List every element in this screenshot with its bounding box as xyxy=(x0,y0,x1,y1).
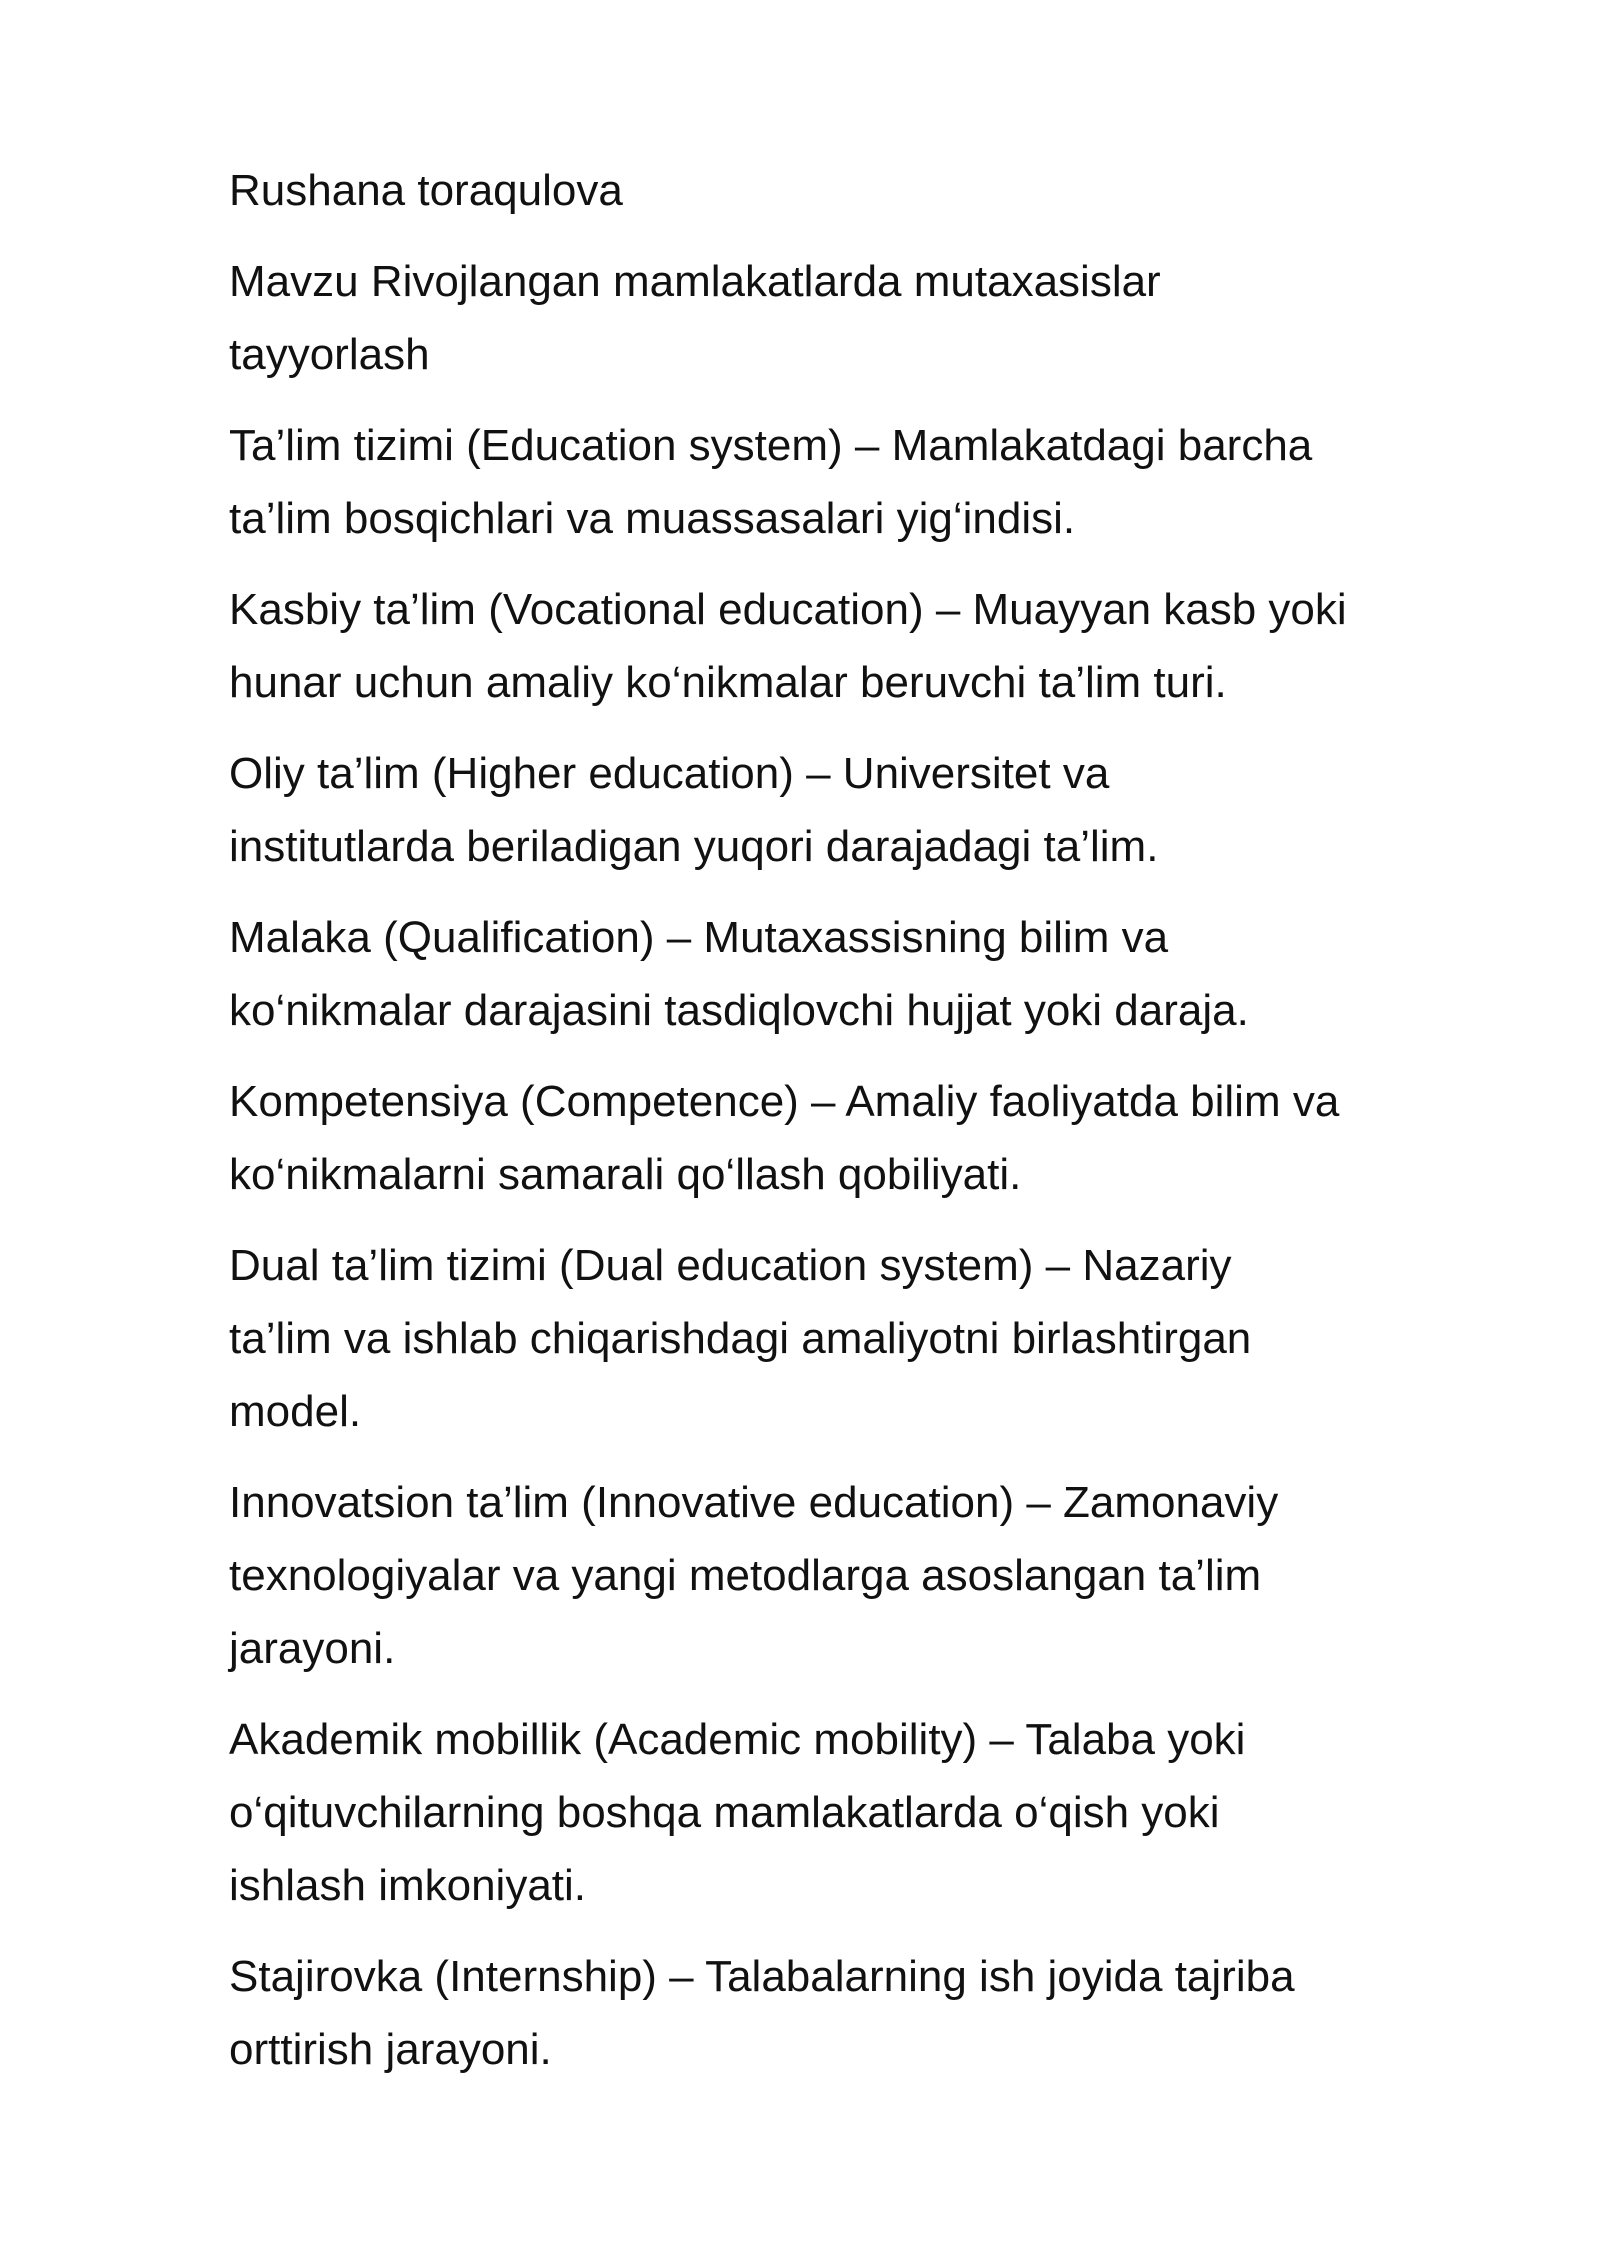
term-higher-education xyxy=(229,737,1529,883)
topic-heading xyxy=(229,245,1529,391)
term-vocational-education xyxy=(229,573,1529,719)
term-line: Ta’lim tizimi (Education system) – Mamlakatdagi barcha xyxy=(229,421,1313,470)
term-line: ko‘nikmalarni samarali qo‘llash qobiliyati. xyxy=(229,1150,1022,1199)
term-line: orttirish jarayoni. xyxy=(229,2025,552,2074)
term-line: jarayoni. xyxy=(229,1624,396,1673)
term-line: o‘qituvchilarning boshqa mamlakatlarda o‘qish yoki xyxy=(229,1788,1220,1837)
term-line: texnologiyalar va yangi metodlarga asoslangan ta’lim xyxy=(229,1551,1262,1600)
term-dual-education-system xyxy=(229,1229,1529,1448)
term-line: model. xyxy=(229,1387,362,1436)
term-line: Innovatsion ta’lim (Innovative education) – Zamonaviy xyxy=(229,1478,1279,1527)
term-line: ishlash imkoniyati. xyxy=(229,1861,587,1910)
term-qualification xyxy=(229,901,1529,1047)
term-line: ta’lim va ishlab chiqarishdagi amaliyotni birlashtirgan xyxy=(229,1314,1252,1363)
topic-line: tayyorlash xyxy=(229,330,430,379)
term-education-system xyxy=(229,409,1529,555)
term-line: ta’lim bosqichlari va muassasalari yig‘indisi. xyxy=(229,494,1076,543)
author-name xyxy=(229,154,1529,227)
term-internship xyxy=(229,1940,1529,2086)
term-line: Akademik mobillik (Academic mobility) – Talaba yoki xyxy=(229,1715,1246,1764)
term-line: institutlarda beriladigan yuqori darajadagi ta’lim. xyxy=(229,822,1159,871)
term-line: hunar uchun amaliy ko‘nikmalar beruvchi ta’lim turi. xyxy=(229,658,1227,707)
term-innovative-education xyxy=(229,1466,1529,1685)
term-academic-mobility xyxy=(229,1703,1529,1922)
term-competence xyxy=(229,1065,1529,1211)
term-line: Malaka (Qualification) – Mutaxassisning bilim va xyxy=(229,913,1169,962)
author-line: Rushana toraqulova xyxy=(229,166,623,215)
term-line: Dual ta’lim tizimi (Dual education system) – Nazariy xyxy=(229,1241,1232,1290)
term-line: ko‘nikmalar darajasini tasdiqlovchi hujjat yoki daraja. xyxy=(229,986,1249,1035)
term-line: Kasbiy ta’lim (Vocational education) – Muayyan kasb yoki xyxy=(229,585,1347,634)
topic-line: Mavzu Rivojlangan mamlakatlarda mutaxasislar xyxy=(229,257,1161,306)
document-body xyxy=(229,154,1529,2104)
term-line: Kompetensiya (Competence) – Amaliy faoliyatda bilim va xyxy=(229,1077,1340,1126)
term-line: Stajirovka (Internship) – Talabalarning ish joyida tajriba xyxy=(229,1952,1295,2001)
term-line: Oliy ta’lim (Higher education) – Universitet va xyxy=(229,749,1110,798)
